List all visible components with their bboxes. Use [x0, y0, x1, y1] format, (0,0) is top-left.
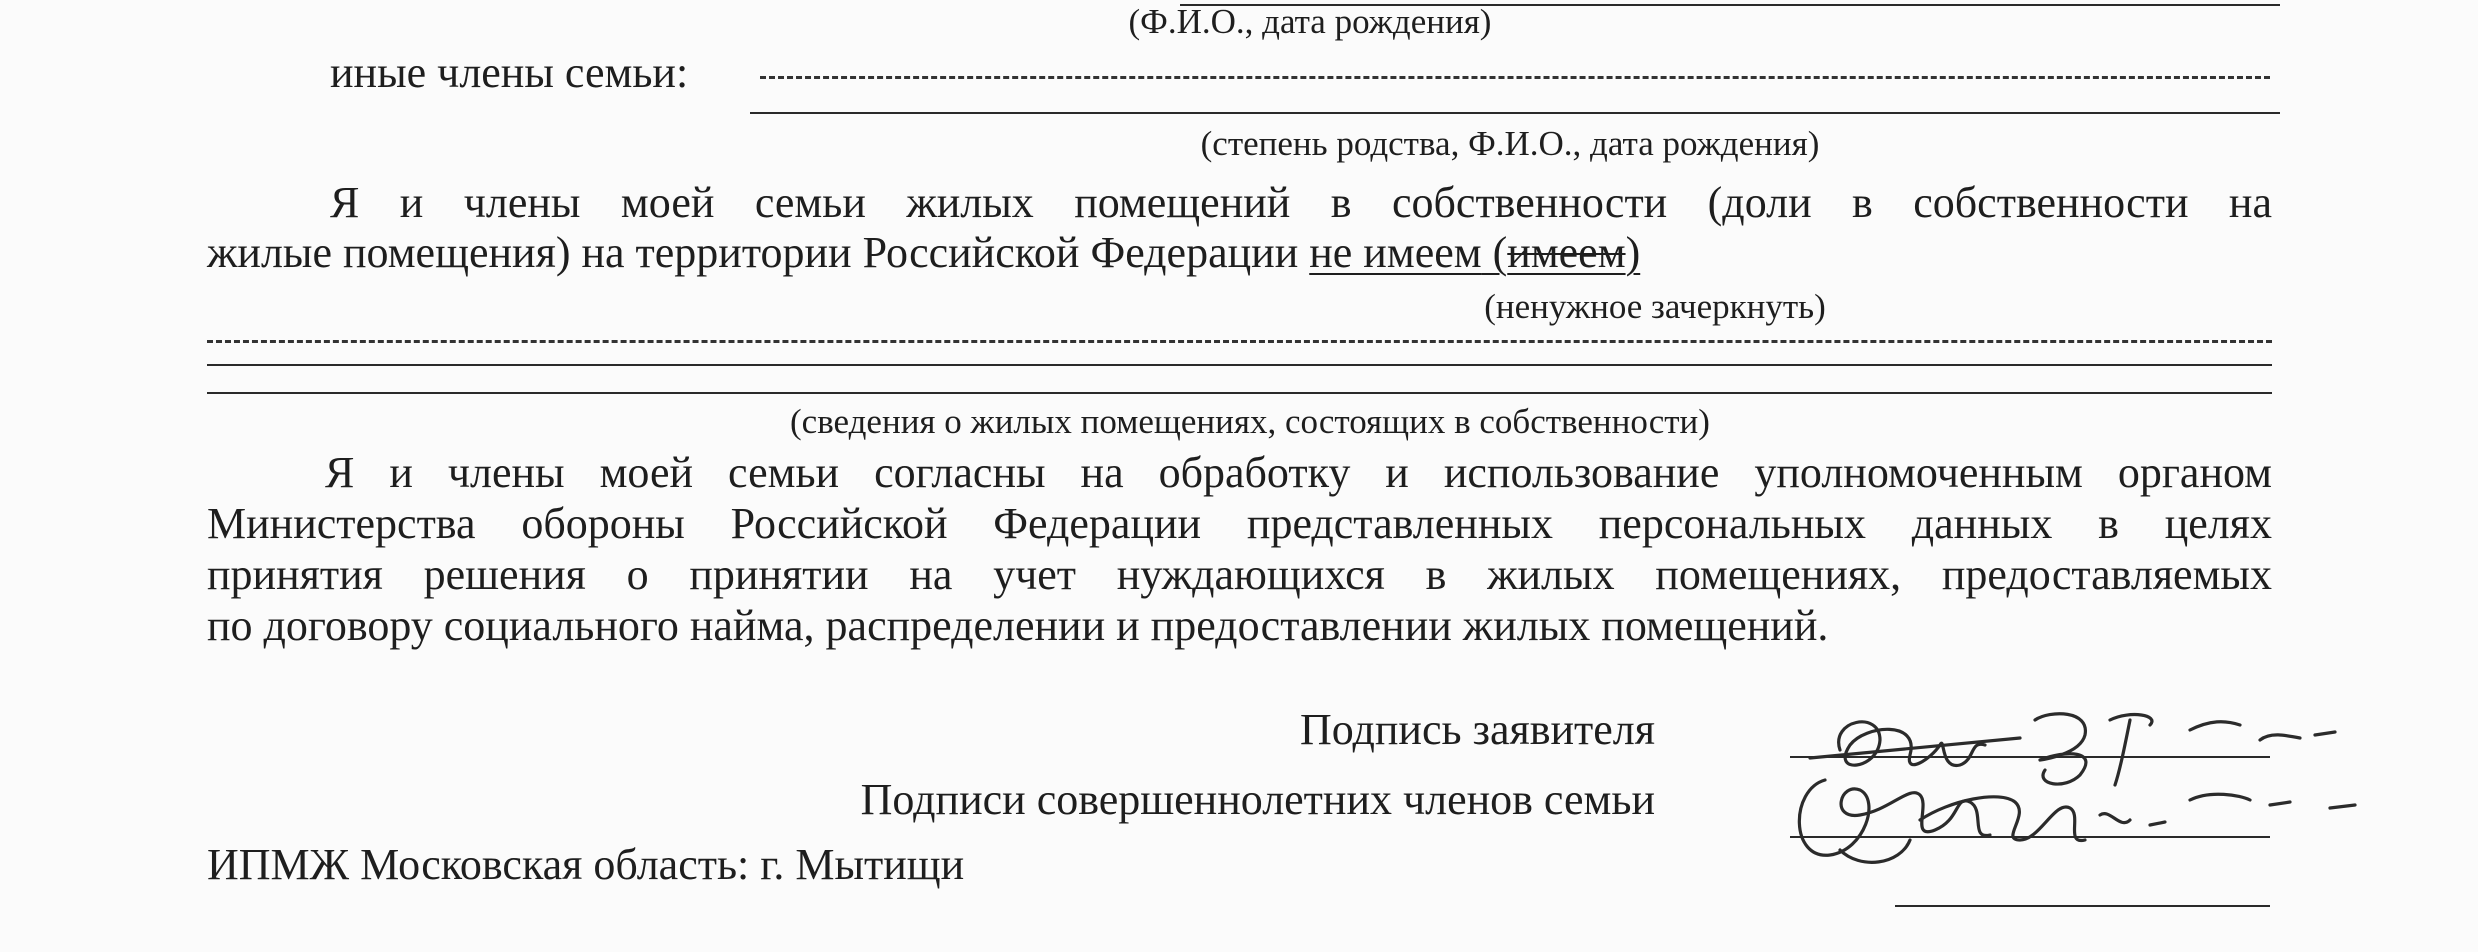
- property-statement-line-1: Я и члены моей семьи жилых помещений в собственности (доли в собственности на: [330, 178, 2272, 227]
- other-members-dashes: [760, 76, 2270, 79]
- property-statement-line-2: [207, 228, 1640, 278]
- property-info-dashes: [207, 340, 2272, 343]
- applicant-signature-label: Подпись заявителя: [1299, 705, 1655, 754]
- property-info-rule-2: [207, 392, 2272, 394]
- other-members-rule: [750, 112, 2280, 114]
- consent-line-3: принятия решения о принятии на учет нуждающихся в жилых помещениях, предоставляемых: [207, 550, 2272, 599]
- residence-text: ИПМЖ Московская область: г. Мытищи: [207, 840, 965, 889]
- adult-members-signature-label: Подписи совершеннолетних членов семьи: [860, 775, 1655, 824]
- consent-line-1: Я и члены моей семьи согласны на обработку и использование уполномоченным органом: [325, 448, 2272, 497]
- property-choice-close-paren: ): [1625, 228, 1641, 277]
- consent-line-4: по договору социального найма, распределении и предоставлении жилых помещений.: [207, 601, 1829, 650]
- consent-line-2: Министерства обороны Российской Федерации представленных персональных данных в целях: [207, 499, 2272, 548]
- other-members-label: иные члены семьи:: [330, 48, 689, 97]
- caption-fio-birth: (Ф.И.О., дата рождения): [1128, 2, 1492, 41]
- caption-property-info: (сведения о жилых помещениях, состоящих в собственности): [790, 402, 1710, 441]
- residence-signature-line: [1895, 905, 2270, 907]
- signature-members-stroke-3: [1840, 840, 1910, 862]
- property-info-rule-1: [207, 364, 2272, 366]
- signature-applicant-stroke-5: [2190, 722, 2335, 740]
- handwritten-signatures: [1770, 690, 2430, 890]
- signature-drawing: [1770, 690, 2430, 890]
- signature-applicant-stroke-4: [2110, 715, 2152, 785]
- caption-kinship-fio-birth: (степень родства, Ф.И.О., дата рождения): [1200, 124, 1820, 163]
- signature-members-stroke-5: [2190, 794, 2355, 808]
- property-choice-struck: имеем: [1507, 228, 1626, 277]
- property-choice-kept: не имеем: [1309, 228, 1482, 277]
- signature-members-stroke-1: [1799, 780, 1990, 855]
- signature-members-stroke-2: [1920, 797, 2085, 841]
- caption-strike-hint: (ненужное зачеркнуть): [1484, 287, 1826, 326]
- signature-applicant-stroke-3: [2035, 714, 2086, 784]
- signature-applicant-stroke-2: [1810, 738, 2020, 758]
- signature-members-stroke-4: [2100, 814, 2165, 825]
- property-choice-open-paren: (: [1481, 228, 1508, 277]
- property-statement-line-2-prefix: жилые помещения) на территории Российской Федерации: [207, 228, 1310, 277]
